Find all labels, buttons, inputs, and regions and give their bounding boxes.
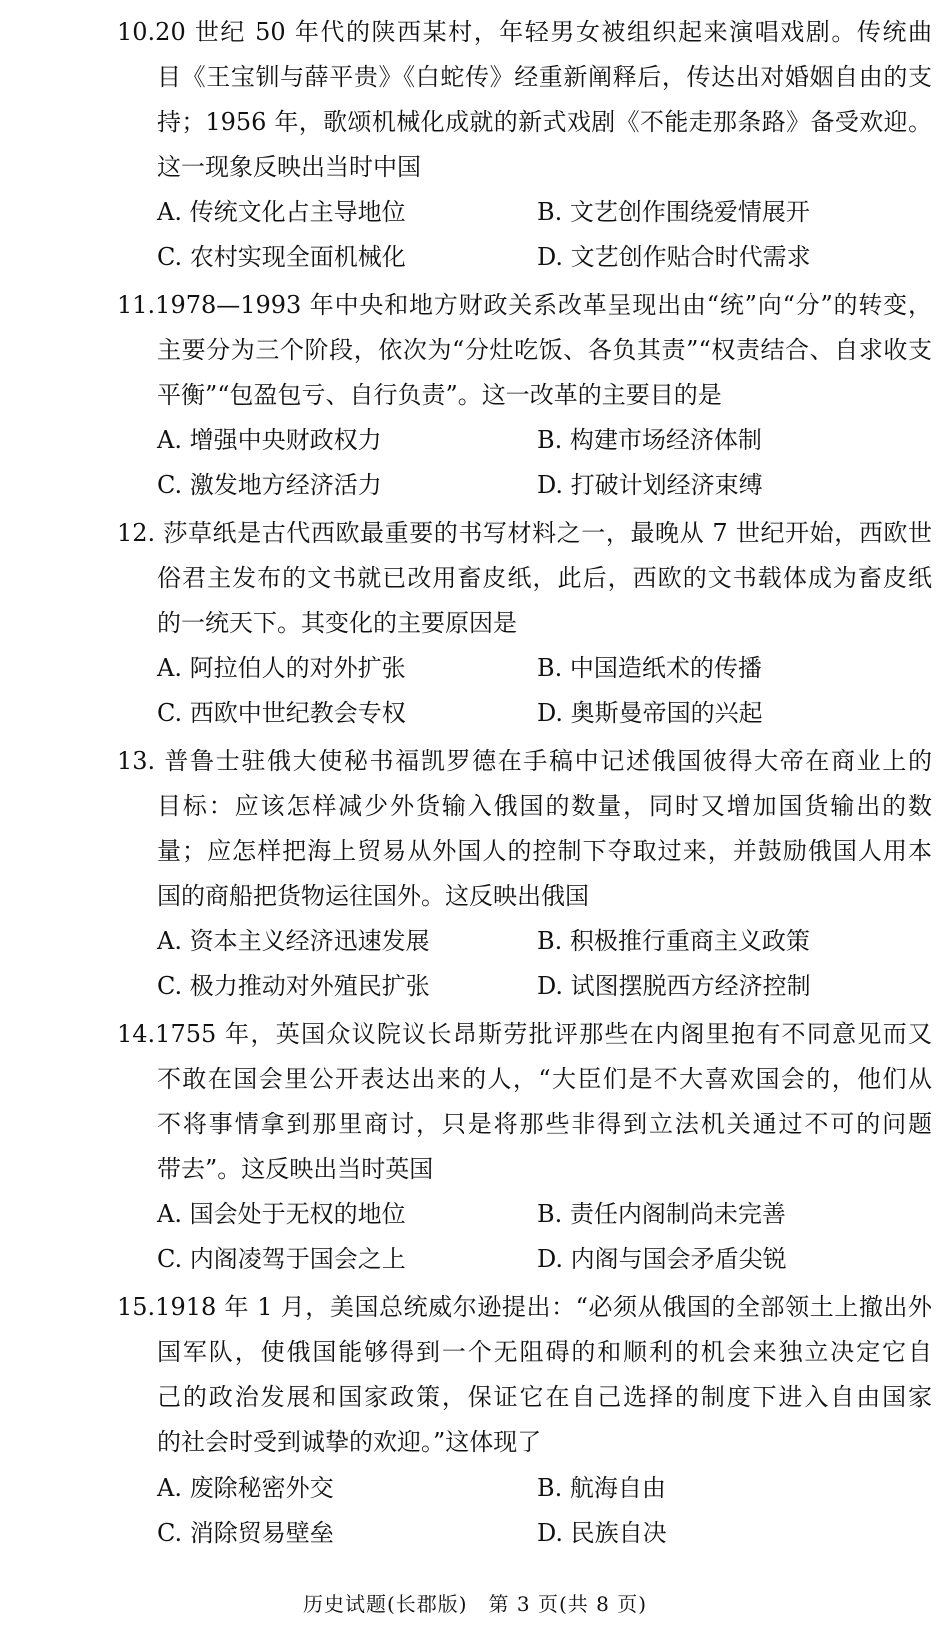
- question-12-option-a: A. 阿拉伯人的对外扩张: [157, 654, 406, 682]
- question-14-option-a: A. 国会处于无权的地位: [157, 1200, 406, 1228]
- question-11-line-3: 平衡”“包盈包亏、自行负责”。这一改革的主要目的是: [157, 381, 722, 409]
- question-11-option-c: C. 激发地方经济活力: [157, 471, 382, 499]
- question-14-option-d: D. 内阁与国会矛盾尖锐: [537, 1245, 787, 1273]
- question-10-line-4: 这一现象反映出当时中国: [157, 153, 421, 181]
- question-14-line-1: 14.1755 年，英国众议院议长昂斯劳批评那些在内阁里抱有不同意见而又: [117, 1020, 932, 1048]
- question-11-option-b: B. 构建市场经济体制: [537, 426, 762, 454]
- question-10-option-d: D. 文艺创作贴合时代需求: [537, 243, 811, 271]
- question-13-option-b: B. 积极推行重商主义政策: [537, 927, 810, 955]
- question-14-option-c: C. 内阁凌驾于国会之上: [157, 1245, 406, 1273]
- question-12-option-b: B. 中国造纸术的传播: [537, 654, 762, 682]
- question-15-option-d: D. 民族自决: [537, 1519, 667, 1547]
- question-10-line-3: 持；1956 年，歌颂机械化成就的新式戏剧《不能走那条路》备受欢迎。: [157, 108, 932, 136]
- question-10-option-a: A. 传统文化占主导地位: [157, 198, 406, 226]
- question-13-line-2: 目标：应该怎样减少外货输入俄国的数量，同时又增加国货输出的数: [157, 792, 932, 820]
- question-12-option-d: D. 奥斯曼帝国的兴起: [537, 699, 763, 727]
- question-12-option-c: C. 西欧中世纪教会专权: [157, 699, 406, 727]
- question-13-line-3: 量；应怎样把海上贸易从外国人的控制下夺取过来，并鼓励俄国人用本: [157, 837, 932, 865]
- question-15-line-1: 15.1918 年 1 月，美国总统威尔逊提出：“必须从俄国的全部领土上撤出外: [117, 1293, 932, 1321]
- question-11-line-2: 主要分为三个阶段，依次为“分灶吃饭、各负其责”“权责结合、自求收支: [157, 336, 932, 364]
- question-15-line-4: 的社会时受到诚挚的欢迎。”这体现了: [157, 1428, 542, 1456]
- question-12-line-1: 12. 莎草纸是古代西欧最重要的书写材料之一，最晚从 7 世纪开始，西欧世: [117, 519, 932, 547]
- question-14-option-b: B. 责任内阁制尚未完善: [537, 1200, 786, 1228]
- question-15-option-b: B. 航海自由: [537, 1474, 666, 1502]
- question-10-option-b: B. 文艺创作围绕爱情展开: [537, 198, 810, 226]
- page-footer: 历史试题(长郡版) 第 3 页(共 8 页): [302, 1592, 648, 1616]
- question-13-option-a: A. 资本主义经济迅速发展: [157, 927, 430, 955]
- question-13-option-c: C. 极力推动对外殖民扩张: [157, 972, 430, 1000]
- question-13-line-4: 国的商船把货物运往国外。这反映出俄国: [157, 882, 589, 910]
- question-12-line-2: 俗君主发布的文书就已改用畜皮纸，此后，西欧的文书载体成为畜皮纸: [157, 564, 932, 592]
- question-12-line-3: 的一统天下。其变化的主要原因是: [157, 609, 517, 637]
- question-13-line-1: 13. 普鲁士驻俄大使秘书福凯罗德在手稿中记述俄国彼得大帝在商业上的: [117, 747, 932, 775]
- question-10-line-1: 10.20 世纪 50 年代的陕西某村，年轻男女被组织起来演唱戏剧。传统曲: [117, 18, 932, 46]
- question-15-line-3: 己的政治发展和国家政策，保证它在自己选择的制度下进入自由国家: [157, 1383, 932, 1411]
- question-14-line-4: 带去”。这反映出当时英国: [157, 1155, 434, 1183]
- question-11-option-a: A. 增强中央财政权力: [157, 426, 382, 454]
- question-15-option-a: A. 废除秘密外交: [157, 1474, 334, 1502]
- question-11-line-1: 11.1978—1993 年中央和地方财政关系改革呈现出由“统”向“分”的转变，: [117, 291, 932, 319]
- question-10-option-c: C. 农村实现全面机械化: [157, 243, 406, 271]
- question-15-line-2: 国军队，使俄国能够得到一个无阻碍的和顺利的机会来独立决定它自: [157, 1338, 932, 1366]
- question-14-line-2: 不敢在国会里公开表达出来的人，“大臣们是不大喜欢国会的，他们从: [157, 1065, 932, 1093]
- question-14-line-3: 不将事情拿到那里商讨，只是将那些非得到立法机关通过不可的问题: [157, 1110, 932, 1138]
- question-10-line-2: 目《王宝钏与薛平贵》《白蛇传》经重新阐释后，传达出对婚姻自由的支: [157, 63, 932, 91]
- question-13-option-d: D. 试图摆脱西方经济控制: [537, 972, 811, 1000]
- question-15-option-c: C. 消除贸易壁垒: [157, 1519, 334, 1547]
- question-11-option-d: D. 打破计划经济束缚: [537, 471, 763, 499]
